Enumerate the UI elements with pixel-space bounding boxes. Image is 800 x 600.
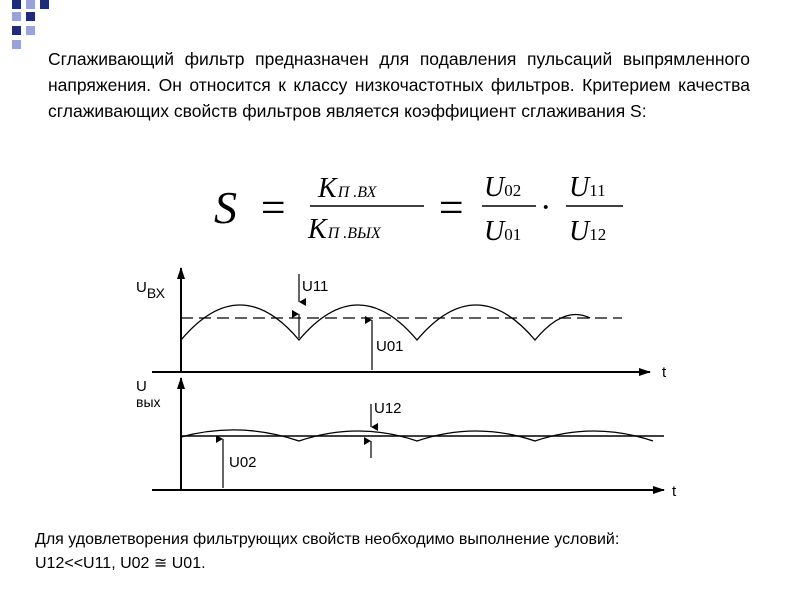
top-t-label: t bbox=[662, 364, 667, 381]
intro-paragraph: Сглаживающий фильтр предназначен для подавления пульсаций выпрямленного напряжения. Он относится к классу низкочастотных фильтров. Критерием качества сглаживающих свойств фильтров является коэффициент сглаживания S: bbox=[48, 49, 750, 121]
top-average-label: U01 bbox=[376, 338, 404, 355]
conditions-line-2: U12<<U11, U02 ≅ U01. bbox=[35, 555, 206, 572]
formula-den1: KП .ВЫХ bbox=[308, 214, 381, 245]
formula-den2: U01 bbox=[484, 216, 522, 247]
formula-num3: U11 bbox=[569, 172, 606, 203]
formula-dot: · bbox=[541, 189, 550, 226]
conditions-line-1: Для удовлетворения фильтрующих свойств необходимо выполнение условий: bbox=[35, 531, 620, 548]
formula-den3: U12 bbox=[569, 216, 607, 247]
conditions-note bbox=[35, 528, 763, 576]
top-ripple-label: U11 bbox=[302, 278, 329, 295]
top-ripple-curve bbox=[181, 305, 590, 340]
top-axis-label: UВХ bbox=[136, 279, 165, 301]
bottom-average-label: U02 bbox=[229, 454, 257, 471]
formula-eq-1: = bbox=[258, 183, 288, 232]
bottom-ripple-label: U12 bbox=[374, 400, 402, 417]
formula-num1: KП .ВХ bbox=[318, 173, 377, 204]
bottom-axis-label: U вых bbox=[136, 378, 161, 410]
bottom-t-label: t bbox=[672, 483, 677, 500]
formula-lhs: S bbox=[214, 182, 237, 233]
formula-eq-2: = bbox=[436, 183, 466, 232]
formula-num2: U02 bbox=[484, 172, 522, 203]
